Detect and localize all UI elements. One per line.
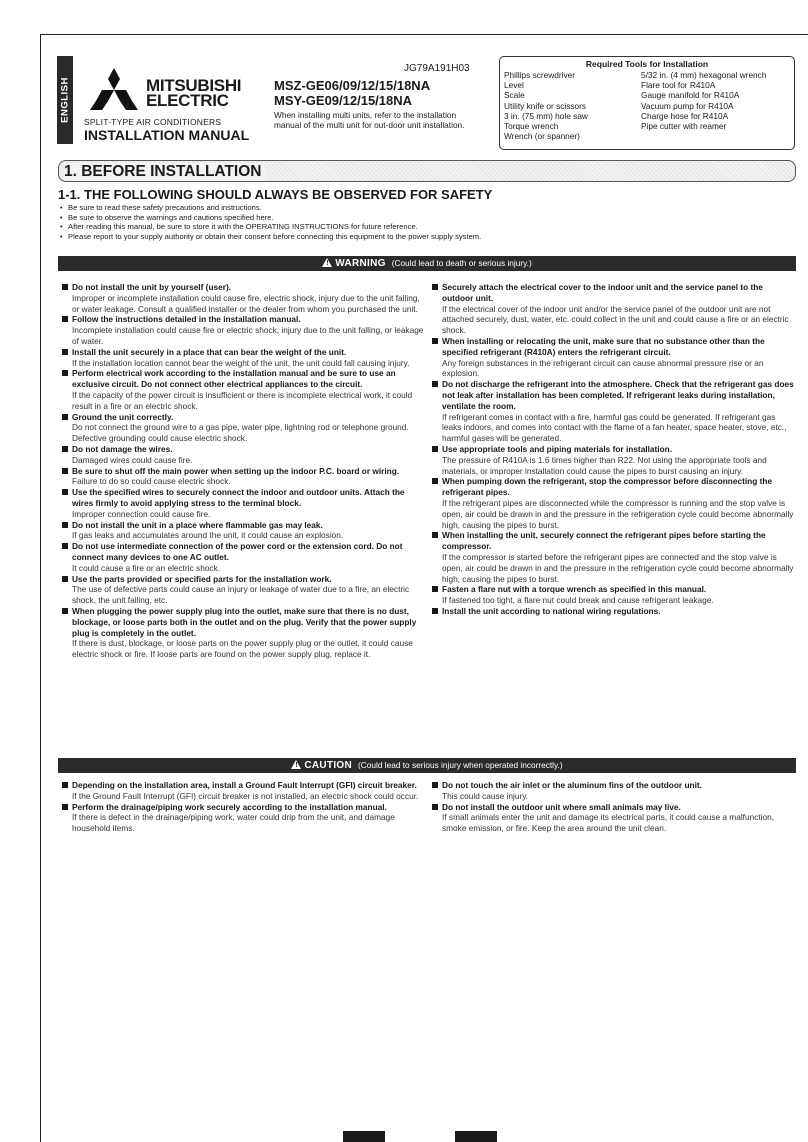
safety-item — [432, 336, 794, 379]
safety-item-body: If the capacity of the power circuit is insufficient or there is incomplete electrical work, it could result in a fire or an electric shock. — [72, 389, 413, 411]
safety-item-body: If there is dust, blockage, or loose parts on the power supply plug or the outlet, it could cause electric shock or fire. If loose parts are found on the power supply plug, replace it. — [72, 638, 413, 660]
square-bullet-icon — [432, 586, 438, 592]
square-bullet-icon — [62, 446, 68, 452]
registration-mark — [455, 1131, 497, 1142]
safety-item-body: The pressure of R410A is 1.6 times higher than R22. Not using the appropriate tools and materials, or improper installation could cause the pipes to burst causing an injury. — [442, 454, 767, 476]
language-tab — [57, 56, 73, 144]
tool-item: Vacuum pump for R410A — [641, 100, 734, 111]
safety-item — [432, 606, 794, 617]
square-bullet-icon — [62, 349, 68, 355]
square-bullet-icon — [62, 576, 68, 582]
caution-banner — [58, 758, 796, 773]
safety-item-heading: Use appropriate tools and piping materials for installation. — [442, 443, 673, 454]
safety-item-heading: Do not install the unit by yourself (user). — [72, 282, 232, 292]
safety-item — [62, 520, 426, 542]
safety-item-body: If there is defect in the drainage/piping work, water could drip from the unit, and damage household items. — [72, 812, 395, 834]
safety-item — [62, 487, 426, 519]
safety-item — [432, 476, 794, 530]
safety-item-heading: Do not discharge the refrigerant into the atmosphere. Check that the refrigerant gas does not leak after installation has been completed. If refrigerant leaks during installation, ventilate the room. — [442, 379, 794, 411]
safety-item — [432, 530, 794, 584]
tool-item: Utility knife or scissors — [504, 100, 587, 111]
warning-banner — [58, 256, 796, 271]
square-bullet-icon — [432, 381, 438, 387]
safety-item-heading: Install the unit securely in a place that can bear the weight of the unit. — [72, 346, 347, 357]
tool-item: 5/32 in. (4 mm) hexagonal wrench — [641, 70, 767, 80]
caution-list-right — [432, 780, 794, 834]
tools-title: Required Tools for Installation — [585, 59, 709, 69]
safety-item — [62, 314, 426, 346]
safety-item-body: Incomplete installation could cause fire or electric shock, injury due to the unit falling, or leakage of water. — [72, 325, 424, 346]
mitsubishi-logo-icon — [86, 68, 142, 110]
square-bullet-icon — [432, 608, 438, 614]
square-bullet-icon — [62, 284, 68, 290]
safety-item-body: Any foreign substances in the refrigerant circuit can cause abnormal pressure rise or an explosion. — [442, 357, 764, 379]
safety-item — [62, 574, 426, 606]
warning-keyword: WARNING — [335, 258, 386, 269]
safety-item-heading: When installing the unit, securely connect the refrigerant pipes before starting the compressor. — [442, 530, 766, 552]
registration-mark — [343, 1131, 385, 1142]
safety-item-body: This could cause injury. — [442, 790, 529, 801]
safety-item — [62, 368, 426, 411]
safety-item — [432, 584, 794, 606]
safety-item — [62, 541, 426, 573]
safety-item-body: If gas leaks and accumulates around the unit, it could cause an explosion. — [72, 530, 344, 541]
square-bullet-icon — [62, 316, 68, 322]
safety-item — [432, 780, 794, 802]
caution-keyword: CAUTION — [304, 760, 353, 771]
safety-item-body: If small animals enter the unit and damage its electrical parts, it could cause a malfunction, smoke emission, or fire. Keep the area around the unit clean. — [442, 812, 775, 834]
square-bullet-icon — [62, 522, 68, 528]
square-bullet-icon — [62, 543, 68, 549]
required-tools-box — [499, 56, 795, 150]
safety-item-heading: Do not damage the wires. — [72, 443, 173, 454]
safety-item-body: Do not connect the ground wire to a gas pipe, water pipe, lightning rod or telephone ground. Defective grounding could cause electric shock. — [72, 422, 409, 444]
square-bullet-icon — [432, 804, 438, 810]
warning-icon: ! — [322, 258, 332, 267]
square-bullet-icon — [432, 532, 438, 538]
brand-name — [146, 78, 241, 108]
warning-subtitle: (Could lead to death or serious injury.) — [391, 258, 532, 268]
safety-item-body: Improper connection could cause fire. — [72, 508, 211, 519]
safety-item — [62, 347, 426, 369]
square-bullet-icon — [62, 414, 68, 420]
tool-item: Flare tool for R410A — [641, 80, 716, 91]
safety-item-heading: Do not install the unit in a place where flammable gas may leak. — [72, 519, 323, 530]
square-bullet-icon — [62, 804, 68, 810]
model-line-1: MSZ-GE06/09/12/15/18NA — [274, 78, 431, 93]
language-tab-label: ENGLISH — [59, 77, 71, 123]
safety-item-heading: Perform electrical work according to the installation manual and be sure to use an exclusive circuit. Do not connect other electrical appliances to the circuit. — [72, 368, 396, 390]
brand-line-2: ELECTRIC — [146, 91, 229, 110]
square-bullet-icon — [432, 782, 438, 788]
tools-list-left — [504, 70, 641, 141]
safety-item — [62, 606, 426, 660]
safety-item-heading: Be sure to shut off the main power when setting up the indoor P.C. board or wiring. — [72, 465, 400, 476]
square-bullet-icon — [62, 782, 68, 788]
tool-item: Phillips screwdriver — [504, 70, 576, 80]
safety-item-heading: Use the specified wires to securely connect the indoor and outdoor units. Attach the wires firmly to avoid applying stress to the terminal block. — [72, 487, 405, 508]
safety-item-heading: Do not install the outdoor unit where small animals may live. — [442, 801, 681, 812]
safety-subtitle: 1-1. THE FOLLOWING SHOULD ALWAYS BE OBSERVED FOR SAFETY — [58, 187, 493, 202]
safety-item — [62, 802, 426, 834]
safety-item — [432, 282, 794, 336]
safety-item-body: If fastened too tight, a flare nut could break and cause refrigerant leakage. — [442, 595, 714, 606]
safety-item-body: If the Ground Fault Interrupt (GFI) circuit breaker is not installed, an electric shock could occur. — [72, 790, 419, 801]
tools-list-right — [641, 70, 766, 141]
safety-item-heading: Install the unit according to national wiring regulations. — [442, 605, 661, 616]
caution-list-left — [62, 780, 426, 834]
safety-item — [62, 444, 426, 466]
tool-item: Gauge manifold for R410A — [641, 90, 740, 101]
safety-item — [62, 466, 426, 488]
safety-item-heading: Fasten a flare nut with a torque wrench as specified in this manual. — [442, 584, 707, 595]
safety-item-heading: When pumping down the refrigerant, stop the compressor before disconnecting the refrigerant pipes. — [442, 476, 773, 498]
square-bullet-icon — [432, 338, 438, 344]
safety-item-heading: Perform the drainage/piping work securely according to the installation manual. — [72, 801, 387, 812]
caution-subtitle: (Could lead to serious injury when operated incorrectly.) — [358, 760, 563, 770]
document-code: JG79A191H03 — [404, 63, 470, 74]
safety-item-heading: Use the parts provided or specified parts for the installation work. — [72, 573, 332, 584]
tool-item: Torque wrench — [504, 121, 559, 132]
manual-title: INSTALLATION MANUAL — [84, 127, 250, 143]
square-bullet-icon — [62, 489, 68, 495]
safety-item-heading: When plugging the power supply plug into the outlet, make sure that there is no dust, blockage, or loose parts both in the outlet and on the plug. Verify that the power supply plug is completely in the outlet. — [72, 605, 417, 638]
safety-item-heading: Do not touch the air inlet or the aluminum fins of the outdoor unit. — [442, 780, 702, 790]
square-bullet-icon — [62, 608, 68, 614]
safety-item-heading: Ground the unit correctly. — [72, 411, 174, 422]
tool-item: 3 in. (75 mm) hole saw — [504, 110, 588, 121]
safety-item-body: Improper or incomplete installation could cause fire, electric shock, injury due to the unit falling, or water leakage. Consult a qualified installer or the dealer from whom you purchased the unit. — [72, 292, 420, 314]
warning-list-right — [432, 282, 794, 617]
safety-item — [62, 780, 426, 802]
intro-item: • Be sure to observe the warnings and cautions specified here. — [60, 213, 800, 223]
safety-item-heading: Depending on the installation area, install a Ground Fault Interrupt (GFI) circuit breaker. — [72, 780, 417, 790]
safety-item-body: Damaged wires could cause fire. — [72, 454, 193, 465]
intro-item: • Please report to your supply authority or obtain their consent before connecting this equipment to the power supply system. — [60, 232, 800, 242]
warning-list-left — [62, 282, 426, 660]
safety-item-body: If the installation location cannot bear the weight of the unit, the unit could fall causing injury. — [72, 357, 410, 368]
section-title: 1. BEFORE INSTALLATION — [64, 163, 265, 181]
tool-item: Level — [504, 80, 524, 91]
intro-item: • Be sure to read these safety precautions and instructions. — [60, 203, 800, 213]
tool-item: Pipe cutter with reamer — [641, 121, 727, 132]
safety-item-heading: Securely attach the electrical cover to the indoor unit and the service panel to the outdoor unit. — [442, 282, 763, 303]
section-header — [58, 160, 796, 182]
safety-item — [62, 412, 426, 444]
safety-item-body: The use of defective parts could cause an injury or leakage of water due to a fire, an electric shock, the unit falling, etc. — [72, 584, 410, 606]
safety-item — [432, 802, 794, 834]
tool-item: Charge hose for R410A — [641, 110, 729, 121]
safety-item-heading: Follow the instructions detailed in the installation manual. — [72, 314, 301, 325]
safety-item-body: If the refrigerant pipes are disconnected while the compressor is running and the stop valve is open, air could be drawn in and the pressure in the refrigeration cycle could become abnormally high, causing the pipes to burst. — [442, 497, 794, 530]
safety-item — [432, 444, 794, 476]
product-type: SPLIT-TYPE AIR CONDITIONERS — [84, 117, 222, 127]
square-bullet-icon — [62, 468, 68, 474]
model-line-2: MSY-GE09/12/15/18NA — [274, 93, 413, 108]
tool-item: Wrench (or spanner) — [504, 131, 580, 142]
safety-item-body: If the compressor is started before the refrigerant pipes are connected and the stop valve is open, air could be drawn in and the pressure in the refrigeration cycle could become abnormally high, causing the pipes to burst. — [442, 551, 794, 584]
brand-line-1: MITSUBISHI — [146, 76, 242, 95]
intro-item: • After reading this manual, be sure to store it with the OPERATING INSTRUCTIONS for future reference. — [60, 222, 800, 232]
multi-unit-note: When installing multi units, refer to the installation manual of the multi unit for out-door unit installation. — [274, 110, 465, 130]
tool-item: Scale — [504, 90, 525, 101]
square-bullet-icon — [62, 370, 68, 376]
caution-icon: ! — [291, 760, 301, 769]
safety-item-body: If refrigerant comes in contact with a fire, harmful gas could be generated. If refrigerant gas leaks indoors, and comes into contact with the flame of a fan heater, space heater, stove, etc., harmful gases will be generated. — [442, 411, 787, 444]
square-bullet-icon — [432, 284, 438, 290]
square-bullet-icon — [432, 478, 438, 484]
safety-intro-list — [60, 203, 800, 241]
safety-item-heading: When installing or relocating the unit, make sure that no substance other than the specified refrigerant (R410A) enters the refrigerant circuit. — [442, 335, 765, 357]
square-bullet-icon — [432, 446, 438, 452]
safety-item-body: Failure to do so could cause electric shock. — [72, 476, 231, 487]
safety-item-heading: Do not use intermediate connection of the power cord or the extension cord. Do not connect many devices to one AC outlet. — [72, 541, 403, 562]
safety-item-body: If the electrical cover of the indoor unit and/or the service panel of the outdoor unit are not attached securely, dust, water, etc. could collect in the unit and could cause a fire or an electric shock. — [442, 303, 789, 336]
safety-item — [62, 282, 426, 314]
safety-item — [432, 379, 794, 444]
safety-item-body: It could cause a fire or an electric shock. — [72, 562, 221, 573]
